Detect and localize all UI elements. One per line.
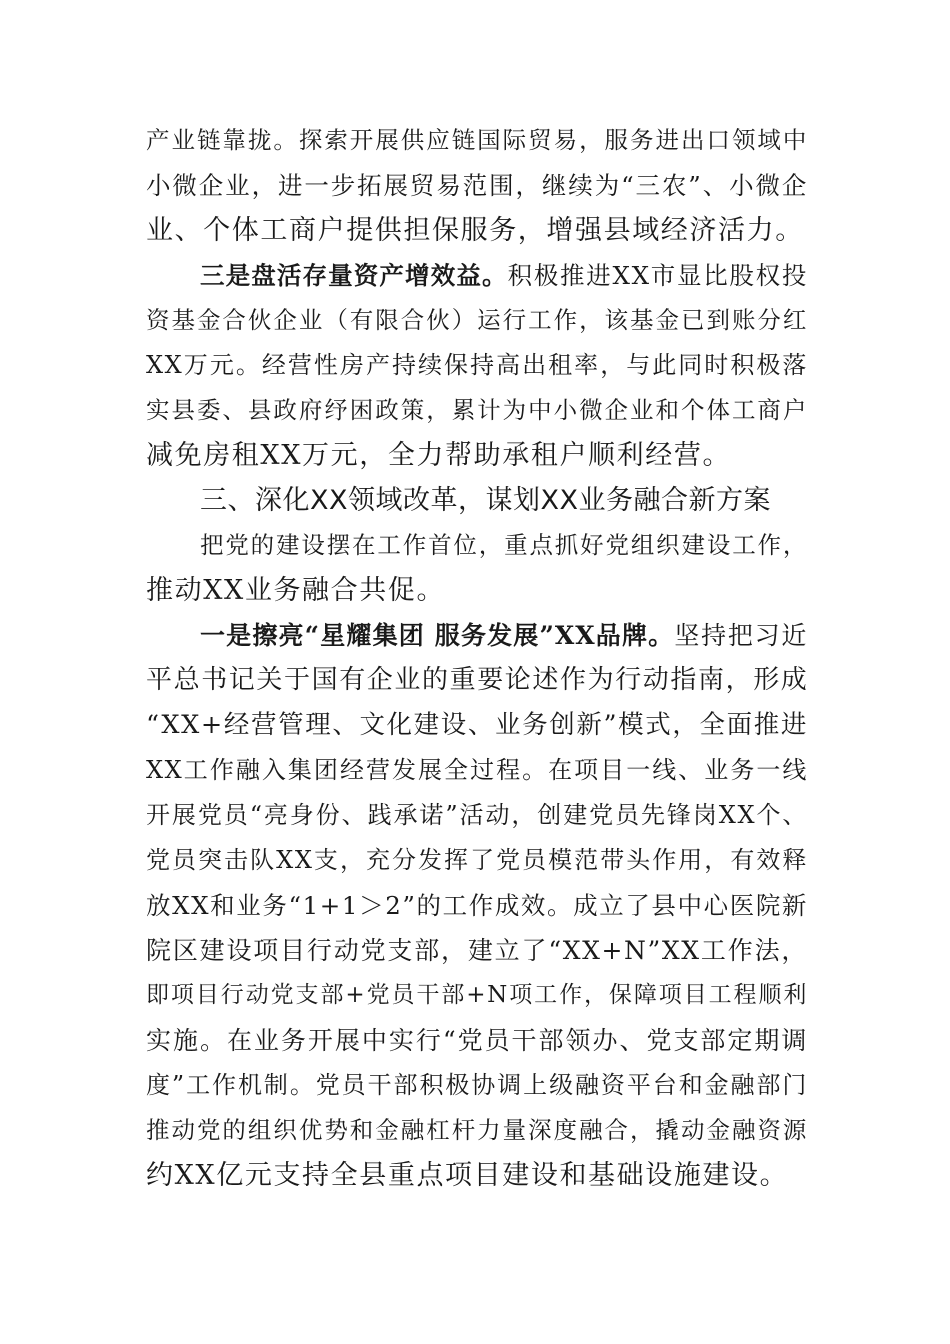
text-line: 党员突击队XX支，充分发挥了党员模范带头作用，有效释 [146, 846, 808, 874]
text-line: 院区建设项目行动党支部，建立了“XX+N”XX工作法， [146, 936, 808, 965]
text-line: 即项目行动党支部+党员干部+N项工作，保障项目工程顺利 [146, 982, 808, 1008]
paragraph-assets [146, 253, 808, 478]
text-line: 小微企业，进一步拓展贸易范围，继续为“三农”、小微企 [146, 171, 808, 200]
text-line [146, 253, 808, 298]
text-line: 实县委、县政府纾困政策，累计为中小微企业和个体工商户 [146, 396, 808, 424]
text-line [146, 613, 808, 658]
text-line: 推动党的组织优势和金融杠杆力量深度融合，撬动金融资源 [146, 1116, 808, 1144]
text-line: 平总书记关于国有企业的重要论述作为行动指南，形成 [146, 665, 809, 695]
text-line: 约XX亿元支持全县重点项目建设和基础设施建设。 [146, 1160, 789, 1191]
text-line: 减免房租XX万元，全力帮助承租户顺利经营。 [146, 440, 732, 471]
text-line: 资基金合伙企业（有限合伙）运行工作，该基金已到账分红 [146, 306, 808, 334]
paragraph-supply-chain [146, 118, 808, 253]
text-line: XX万元。经营性房产持续保持高出租率，与此同时积极落 [146, 351, 808, 379]
paragraph-title: 三是盘活存量资产增效益。 [200, 261, 508, 290]
text-line: 推动XX业务融合共促。 [146, 575, 446, 606]
text-span: 积极推进XX市显比股权投 [507, 261, 808, 290]
paragraph-brand [146, 613, 808, 1198]
document-page [146, 118, 808, 1198]
text-line: 产业链靠拢。探索开展供应链国际贸易，服务进出口领域中 [146, 126, 808, 154]
paragraph-party-building [146, 523, 808, 613]
section-heading: 三、深化XX领域改革，谋划XX业务融合新方案 [200, 485, 771, 516]
text-line: 实施。在业务开展中实行“党员干部领办、党支部定期调 [146, 1026, 808, 1055]
text-line: 放XX和业务“1+1＞2”的工作成效。成立了县中心医院新 [146, 891, 809, 920]
text-line: XX工作融入集团经营发展全过程。在项目一线、业务一线 [146, 756, 808, 784]
text-line: 开展党员“亮身份、践承诺”活动，创建党员先锋岗XX个、 [146, 801, 808, 829]
text-line: 业、个体工商户提供担保服务，增强县域经济活力。 [146, 215, 804, 246]
text-line: 把党的建设摆在工作首位，重点抓好党组织建设工作， [200, 531, 808, 559]
text-span: 坚持把习近 [674, 621, 808, 650]
text-line: “XX+经营管理、文化建设、业务创新”模式，全面推进 [146, 710, 808, 740]
paragraph-title: 一是擦亮“星耀集团 服务发展”XX品牌。 [200, 621, 675, 650]
text-line: 度”工作机制。党员干部积极协调上级融资平台和金融部门 [146, 1071, 808, 1099]
